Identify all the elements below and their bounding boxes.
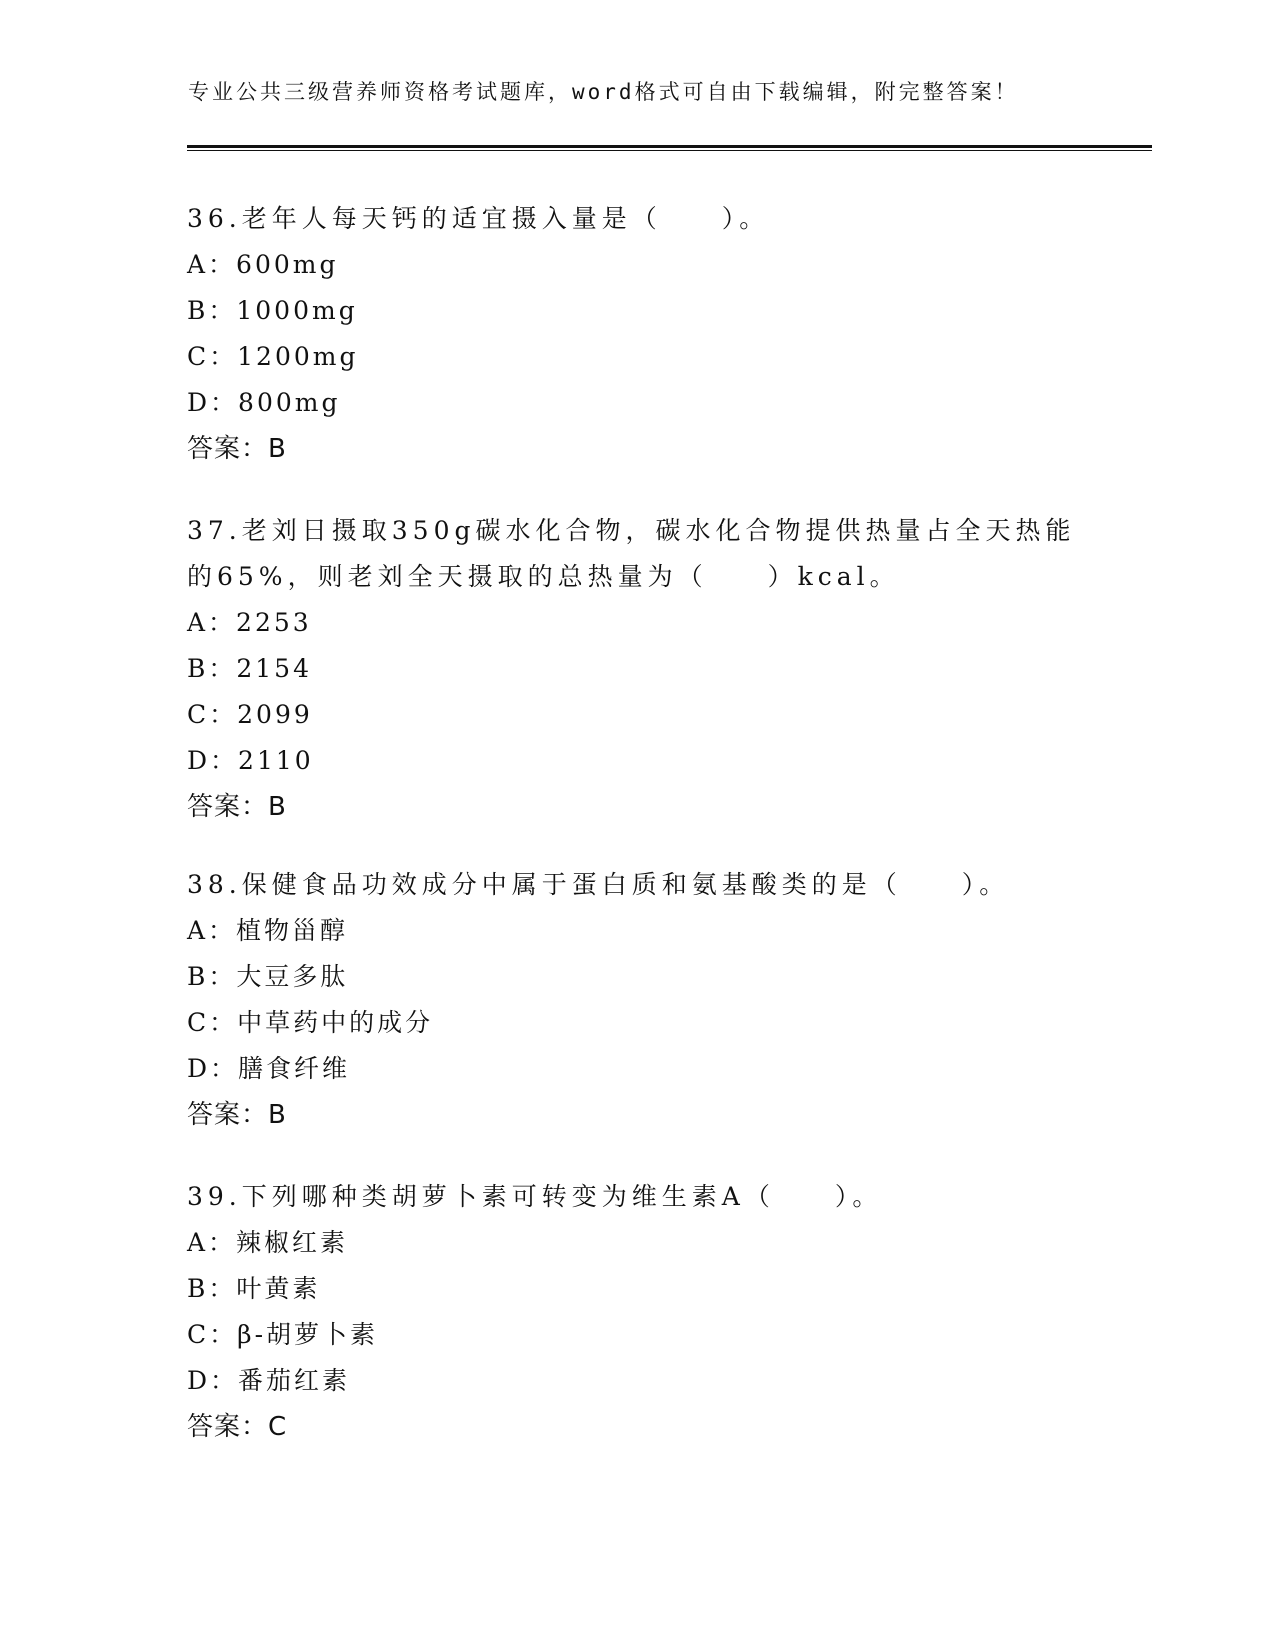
option-d: D：2110 [187,746,314,775]
answer-line: 答案：B [187,434,287,464]
question-stem: 36.老年人每天钙的适宜摄入量是（ ）。 [187,204,770,233]
page-header: 专业公共三级营养师资格考试题库，word格式可自由下载编辑，附完整答案！ [188,80,1019,104]
option-b: B：叶黄素 [187,1274,321,1303]
option-d: D：膳食纤维 [187,1054,351,1083]
question-39 [187,1174,1087,1450]
option-d: D：番茄红素 [187,1366,351,1395]
question-38 [187,862,1087,1138]
question-36 [187,196,1087,472]
question-stem: 39.下列哪种类胡萝卜素可转变为维生素A（ ）。 [187,1182,883,1211]
answer-line: 答案：B [187,792,287,822]
option-b: B：大豆多肽 [187,962,349,991]
option-a: A：2253 [187,608,312,637]
header-divider-thin [187,150,1152,151]
answer-line: 答案：C [187,1412,288,1442]
question-stem: 37.老刘日摄取350g碳水化合物，碳水化合物提供热量占全天热能的65%，则老刘全天摄取的总热量为（ ）kcal。 [187,516,1076,591]
option-c: C：中草药中的成分 [187,1008,434,1037]
option-a: A：植物甾醇 [187,916,349,945]
answer-line: 答案：B [187,1100,287,1130]
question-37 [187,508,1087,830]
option-a: A：辣椒红素 [187,1228,349,1257]
question-stem: 38.保健食品功效成分中属于蛋白质和氨基酸类的是（ ）。 [187,870,1010,899]
option-b: B：2154 [187,654,312,683]
option-c: C：2099 [187,700,313,729]
option-c: C：1200mg [187,342,359,371]
option-c: C：β-胡萝卜素 [187,1320,379,1349]
option-d: D：800mg [187,388,341,417]
option-a: A：600mg [187,250,339,279]
header-divider [187,145,1152,148]
option-b: B：1000mg [187,296,358,325]
